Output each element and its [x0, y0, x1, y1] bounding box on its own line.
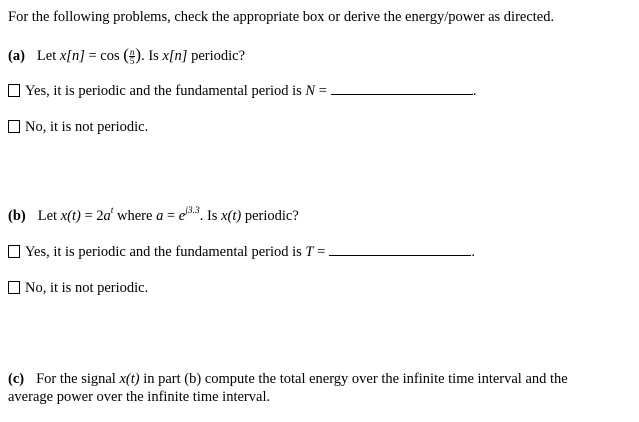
signal-xt: x(t): [60, 208, 81, 224]
question-a: (a) Let x[n] = cos ( $\frac{n}{5}$ ). Is x[n] periodic?: [8, 45, 246, 67]
signal-xt-c: x(t): [119, 371, 140, 387]
option-a-yes-eq: =: [315, 83, 327, 99]
question-a-text: Let: [36, 48, 60, 64]
answer-blank-b[interactable]: [329, 254, 471, 256]
question-b-text: Let: [37, 208, 61, 224]
part-a-label: (a): [8, 48, 25, 64]
option-b-no: [8, 279, 148, 297]
var-t: T: [305, 244, 314, 260]
question-b-mid: where: [113, 208, 157, 224]
option-a-yes: Yes, it is periodic and the fundamental period is N = .: [8, 82, 477, 100]
checkbox-b-yes[interactable]: [8, 245, 20, 258]
signal-xt-2: x(t): [221, 208, 242, 224]
question-b-end: periodic?: [241, 208, 299, 224]
part-b-label: (b): [8, 208, 26, 224]
euler-e: e: [178, 208, 186, 224]
exponent-j33: j3.3: [185, 206, 200, 216]
var-a: a: [156, 208, 164, 224]
part-c-label: (c): [8, 371, 25, 387]
question-a-end: periodic?: [187, 48, 246, 64]
option-b-yes: Yes, it is periodic and the fundamental period is T = .: [8, 243, 475, 261]
exponent-t: t: [110, 206, 114, 216]
instructions: For the following problems, check the appropriate box or derive the energy/power as directed.: [8, 9, 555, 25]
option-a-yes-label: Yes, it is periodic and the fundamental period is: [25, 83, 306, 99]
signal-xn: x[n]: [59, 48, 85, 64]
answer-blank-a[interactable]: [331, 93, 473, 95]
question-c-line2: average power over the infinite time interval.: [8, 389, 271, 405]
option-b-yes-label: Yes, it is periodic and the fundamental period is: [25, 244, 306, 260]
option-a-no: [8, 118, 148, 136]
checkbox-a-yes[interactable]: [8, 84, 20, 97]
question-a-post: . Is: [141, 48, 163, 64]
option-b-no-label: No, it is not periodic.: [25, 280, 149, 296]
option-a-no-label: No, it is not periodic.: [25, 119, 149, 135]
option-b-yes-eq: =: [313, 244, 326, 260]
checkbox-b-no[interactable]: [8, 281, 20, 294]
signal-xn-2: x[n]: [162, 48, 188, 64]
question-a-eq: = cos: [84, 48, 124, 64]
question-b-eq: = 2: [80, 208, 104, 224]
question-c: [8, 370, 568, 388]
fraction-n-over-5: $\frac{n}{5}$: [129, 47, 135, 67]
base-a: a: [103, 208, 111, 224]
var-n: N: [305, 83, 316, 99]
checkbox-a-no[interactable]: [8, 120, 20, 133]
question-b-aeq: =: [163, 208, 179, 224]
question-c-text2: in part (b) compute the total energy over the infinite time interval and the: [139, 371, 568, 387]
question-b: [8, 207, 299, 225]
question-b-post: . Is: [199, 208, 222, 224]
question-c-text1: For the signal: [36, 371, 120, 387]
